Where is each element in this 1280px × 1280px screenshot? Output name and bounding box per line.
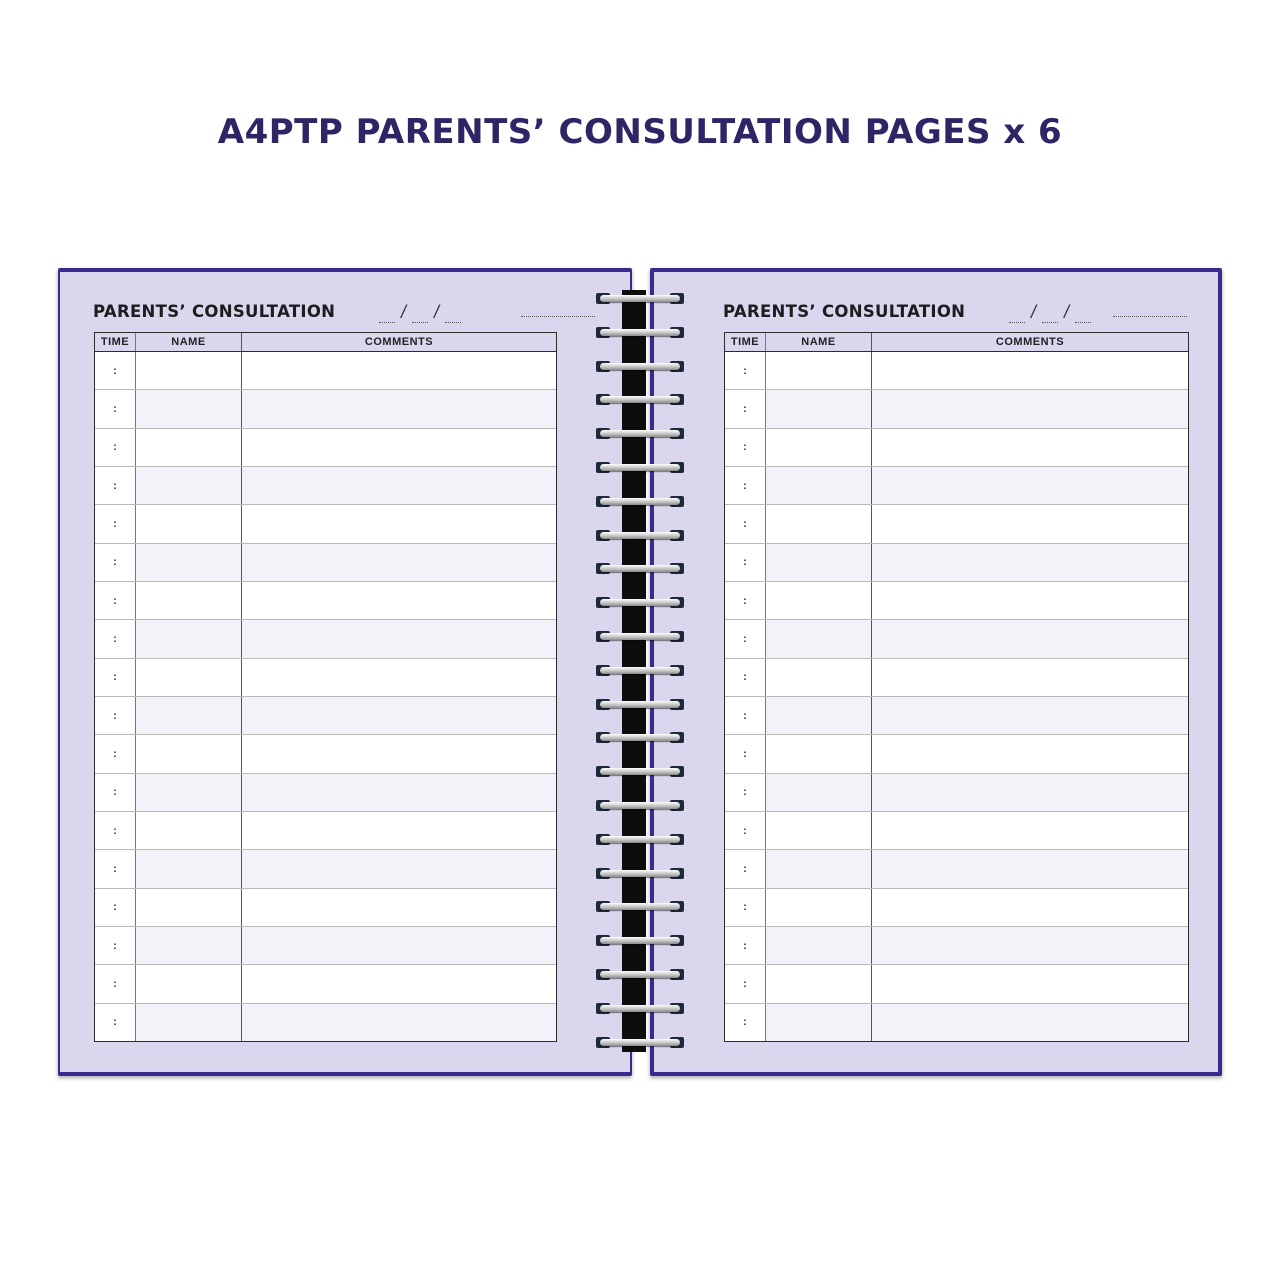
comments-cell[interactable] xyxy=(872,429,1188,466)
spiral-coil-icon xyxy=(592,527,688,545)
time-cell[interactable]: : xyxy=(725,467,766,504)
name-cell[interactable] xyxy=(136,697,242,734)
comments-cell[interactable] xyxy=(872,659,1188,696)
time-cell[interactable]: : xyxy=(95,352,136,389)
name-cell[interactable] xyxy=(136,390,242,427)
time-cell[interactable]: : xyxy=(95,620,136,657)
table-row xyxy=(95,774,556,812)
spiral-coil-icon xyxy=(592,797,688,815)
name-cell[interactable] xyxy=(766,659,872,696)
comments-cell[interactable] xyxy=(242,467,556,504)
time-cell[interactable]: : xyxy=(725,889,766,926)
time-cell[interactable]: : xyxy=(725,850,766,887)
name-cell[interactable] xyxy=(136,659,242,696)
spiral-coil-icon xyxy=(592,729,688,747)
name-cell[interactable] xyxy=(136,889,242,926)
time-cell[interactable]: : xyxy=(725,620,766,657)
table-body xyxy=(725,352,1188,1041)
comments-cell[interactable] xyxy=(872,812,1188,849)
name-cell[interactable] xyxy=(766,544,872,581)
spiral-coil-icon xyxy=(592,594,688,612)
table-row xyxy=(725,927,1188,965)
time-cell[interactable]: : xyxy=(725,1004,766,1041)
spiral-coil-icon xyxy=(592,391,688,409)
table-row xyxy=(95,1004,556,1041)
table-row xyxy=(725,735,1188,773)
time-cell[interactable]: : xyxy=(725,659,766,696)
comments-cell[interactable] xyxy=(242,812,556,849)
table-row xyxy=(95,352,556,390)
time-cell[interactable]: : xyxy=(725,697,766,734)
table-row xyxy=(95,965,556,1003)
time-cell[interactable]: : xyxy=(95,927,136,964)
spiral-coil-icon xyxy=(592,696,688,714)
comments-cell[interactable] xyxy=(872,927,1188,964)
comments-cell[interactable] xyxy=(872,697,1188,734)
name-cell[interactable] xyxy=(766,352,872,389)
column-time: TIME xyxy=(95,333,136,351)
table-row xyxy=(95,390,556,428)
name-cell[interactable] xyxy=(766,582,872,619)
column-name: NAME xyxy=(766,333,872,351)
date-line[interactable] xyxy=(521,316,595,317)
comments-cell[interactable] xyxy=(872,390,1188,427)
time-cell[interactable]: : xyxy=(95,544,136,581)
name-cell[interactable] xyxy=(766,965,872,1002)
name-cell[interactable] xyxy=(136,582,242,619)
comments-cell[interactable] xyxy=(872,620,1188,657)
time-cell[interactable]: : xyxy=(95,812,136,849)
comments-cell[interactable] xyxy=(242,850,556,887)
time-cell[interactable]: : xyxy=(95,390,136,427)
spiral-coil-icon xyxy=(592,560,688,578)
time-cell[interactable]: : xyxy=(725,429,766,466)
comments-cell[interactable] xyxy=(872,505,1188,542)
page-header xyxy=(93,302,597,324)
comments-cell[interactable] xyxy=(242,582,556,619)
table-row xyxy=(725,812,1188,850)
comments-cell[interactable] xyxy=(242,697,556,734)
name-cell[interactable] xyxy=(766,467,872,504)
comments-cell[interactable] xyxy=(242,544,556,581)
spiral-coil-icon xyxy=(592,425,688,443)
name-cell[interactable] xyxy=(136,965,242,1002)
name-cell[interactable] xyxy=(766,850,872,887)
name-cell[interactable] xyxy=(766,390,872,427)
spiral-coil-icon xyxy=(592,966,688,984)
comments-cell[interactable] xyxy=(242,429,556,466)
name-cell[interactable] xyxy=(136,850,242,887)
spiral-coil-icon xyxy=(592,1000,688,1018)
time-cell[interactable]: : xyxy=(725,774,766,811)
time-cell[interactable]: : xyxy=(95,774,136,811)
table-row xyxy=(95,582,556,620)
time-cell[interactable]: : xyxy=(95,582,136,619)
table-row xyxy=(95,505,556,543)
table-row xyxy=(725,582,1188,620)
time-cell[interactable]: : xyxy=(95,889,136,926)
spiral-coil-icon xyxy=(592,1034,688,1052)
time-cell[interactable]: : xyxy=(95,659,136,696)
comments-cell[interactable] xyxy=(872,965,1188,1002)
comments-cell[interactable] xyxy=(872,467,1188,504)
time-cell[interactable]: : xyxy=(95,850,136,887)
table-row xyxy=(725,889,1188,927)
spiral-coil-icon xyxy=(592,865,688,883)
time-cell[interactable]: : xyxy=(725,505,766,542)
page-header xyxy=(723,302,1189,324)
table-row xyxy=(725,774,1188,812)
name-cell[interactable] xyxy=(766,812,872,849)
table-header xyxy=(725,333,1188,352)
comments-cell[interactable] xyxy=(872,774,1188,811)
name-cell[interactable] xyxy=(766,697,872,734)
time-cell[interactable]: : xyxy=(725,582,766,619)
table-row xyxy=(95,850,556,888)
name-cell[interactable] xyxy=(766,1004,872,1041)
table-row xyxy=(725,965,1188,1003)
name-cell[interactable] xyxy=(136,774,242,811)
table-body xyxy=(95,352,556,1041)
comments-cell[interactable] xyxy=(872,1004,1188,1041)
page-headline: A4PTP PARENTS’ CONSULTATION PAGES x 6 xyxy=(217,112,1063,152)
name-cell[interactable] xyxy=(766,889,872,926)
table-row xyxy=(95,659,556,697)
column-comments: COMMENTS xyxy=(995,336,1065,348)
column-time: TIME xyxy=(725,333,766,351)
time-cell[interactable]: : xyxy=(95,965,136,1002)
time-cell[interactable]: : xyxy=(95,1004,136,1041)
column-name: NAME xyxy=(136,333,242,351)
spiral-coil-icon xyxy=(592,324,688,342)
notebook-page-left xyxy=(60,272,630,1072)
table-row xyxy=(95,620,556,658)
time-cell[interactable]: : xyxy=(95,735,136,772)
comments-cell[interactable] xyxy=(242,735,556,772)
time-cell[interactable]: : xyxy=(725,735,766,772)
table-row xyxy=(725,697,1188,735)
spiral-coil-icon xyxy=(592,290,688,308)
table-row xyxy=(725,544,1188,582)
column-comments: COMMENTS xyxy=(364,336,434,348)
spiral-coil-icon xyxy=(592,628,688,646)
comments-cell[interactable] xyxy=(872,735,1188,772)
name-cell[interactable] xyxy=(766,774,872,811)
table-row xyxy=(95,429,556,467)
comments-cell[interactable] xyxy=(872,850,1188,887)
comments-cell[interactable] xyxy=(872,889,1188,926)
time-cell[interactable]: : xyxy=(95,505,136,542)
table-row xyxy=(725,429,1188,467)
table-row xyxy=(95,812,556,850)
comments-cell[interactable] xyxy=(242,352,556,389)
name-cell[interactable] xyxy=(766,927,872,964)
time-cell[interactable]: : xyxy=(95,467,136,504)
table-row xyxy=(95,889,556,927)
table-row xyxy=(95,735,556,773)
time-cell[interactable]: : xyxy=(95,697,136,734)
time-cell[interactable]: : xyxy=(95,429,136,466)
comments-cell[interactable] xyxy=(242,1004,556,1041)
table-row xyxy=(725,659,1188,697)
comments-cell[interactable] xyxy=(242,965,556,1002)
comments-cell[interactable] xyxy=(242,774,556,811)
time-cell[interactable]: : xyxy=(725,812,766,849)
comments-cell[interactable] xyxy=(242,620,556,657)
spiral-coil-icon xyxy=(592,932,688,950)
table-row xyxy=(95,544,556,582)
consultation-table xyxy=(94,332,557,1042)
name-cell[interactable] xyxy=(136,812,242,849)
table-row xyxy=(725,1004,1188,1041)
name-cell[interactable] xyxy=(136,620,242,657)
time-cell[interactable]: : xyxy=(725,352,766,389)
name-cell[interactable] xyxy=(136,467,242,504)
comments-cell[interactable] xyxy=(242,505,556,542)
spiral-binding-icon xyxy=(592,290,688,1060)
comments-cell[interactable] xyxy=(872,352,1188,389)
table-row xyxy=(725,620,1188,658)
spiral-coil-icon xyxy=(592,662,688,680)
table-row xyxy=(95,697,556,735)
spiral-coil-icon xyxy=(592,358,688,376)
table-row xyxy=(95,467,556,505)
notebook-page-right xyxy=(654,272,1218,1072)
name-cell[interactable] xyxy=(136,505,242,542)
name-cell[interactable] xyxy=(136,735,242,772)
table-row xyxy=(725,352,1188,390)
comments-cell[interactable] xyxy=(242,390,556,427)
table-row xyxy=(725,467,1188,505)
name-cell[interactable] xyxy=(766,505,872,542)
time-cell[interactable]: : xyxy=(725,927,766,964)
table-header xyxy=(95,333,556,352)
comments-cell[interactable] xyxy=(242,889,556,926)
spiral-coil-icon xyxy=(592,831,688,849)
page-title: PARENTS’ CONSULTATION xyxy=(723,302,966,321)
table-row xyxy=(725,390,1188,428)
name-cell[interactable] xyxy=(136,429,242,466)
comments-cell[interactable] xyxy=(242,927,556,964)
consultation-table xyxy=(724,332,1189,1042)
name-cell[interactable] xyxy=(766,735,872,772)
name-cell[interactable] xyxy=(766,429,872,466)
table-row xyxy=(725,505,1188,543)
comments-cell[interactable] xyxy=(872,582,1188,619)
comments-cell[interactable] xyxy=(242,659,556,696)
comments-cell[interactable] xyxy=(872,544,1188,581)
name-cell[interactable] xyxy=(136,1004,242,1041)
time-cell[interactable]: : xyxy=(725,544,766,581)
name-cell[interactable] xyxy=(766,620,872,657)
date-line[interactable] xyxy=(1113,316,1187,317)
page-title: PARENTS’ CONSULTATION xyxy=(93,302,336,321)
spiral-coil-icon xyxy=(592,493,688,511)
name-cell[interactable] xyxy=(136,927,242,964)
spiral-coil-icon xyxy=(592,898,688,916)
time-cell[interactable]: : xyxy=(725,390,766,427)
time-cell[interactable]: : xyxy=(725,965,766,1002)
date-field[interactable]: / / xyxy=(373,302,467,323)
table-row xyxy=(95,927,556,965)
name-cell[interactable] xyxy=(136,544,242,581)
date-field[interactable]: / / xyxy=(1003,302,1097,323)
spiral-coil-icon xyxy=(592,763,688,781)
spiral-coil-icon xyxy=(592,459,688,477)
name-cell[interactable] xyxy=(136,352,242,389)
table-row xyxy=(725,850,1188,888)
